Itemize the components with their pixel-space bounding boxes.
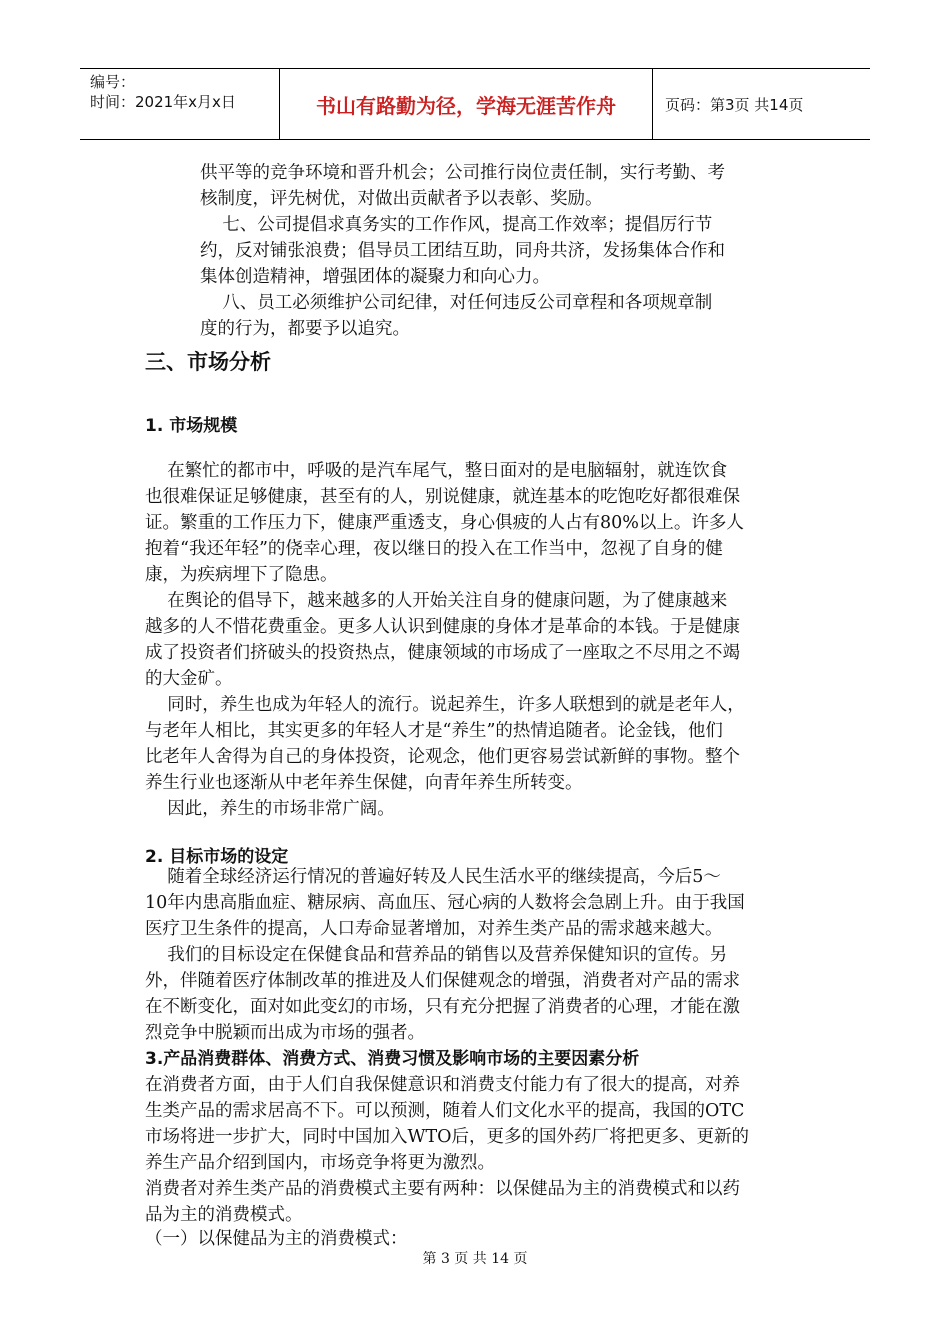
header-motto: 书山有路勤为径，学海无涯苦作舟 — [280, 69, 653, 139]
text-line: 在消费者方面，由于人们自我保健意识和消费支付能力有了很大的提高，对养 — [145, 1075, 740, 1095]
text-line: （一）以保健品为主的消费模式： — [145, 1229, 408, 1249]
text-line: 比老年人舍得为自己的身体投资，论观念，他们更容易尝试新鲜的事物。整个 — [145, 747, 740, 767]
text-line: 证。繁重的工作压力下，健康严重透支，身心俱疲的人占有80%以上。许多人 — [145, 513, 744, 533]
header-meta — [80, 69, 280, 139]
text-line: 随着全球经济运行情况的普遍好转及人民生活水平的继续提高，今后5～ — [145, 867, 721, 887]
date-label: 时间：2021年x月x日 — [90, 93, 236, 111]
text-line: 养生产品介绍到国内，市场竞争将更为激烈。 — [145, 1153, 495, 1173]
subsection-title-2: 2. 目标市场的设定 — [145, 847, 289, 867]
text-line: 约，反对铺张浪费；倡导员工团结互助，同舟共济，发扬集体合作和 — [200, 241, 725, 261]
text-line: 同时，养生也成为年轻人的流行。说起养生，许多人联想到的就是老年人， — [145, 695, 745, 715]
text-line: 七、公司提倡求真务实的工作作风，提高工作效率；提倡厉行节 — [200, 215, 713, 235]
text-line: 与老年人相比，其实更多的年轻人才是“养生”的热情追随者。论金钱，他们 — [145, 721, 723, 741]
text-line: 康，为疾病埋下了隐患。 — [145, 565, 338, 585]
text-line: 越多的人不惜花费重金。更多人认识到健康的身体才是革命的本钱。于是健康 — [145, 617, 740, 637]
text-line: 核制度，评先树优，对做出贡献者予以表彰、奖励。 — [200, 189, 603, 209]
text-line: 在舆论的倡导下，越来越多的人开始关注自身的健康问题，为了健康越来 — [145, 591, 728, 611]
text-line: 也很难保证足够健康，甚至有的人，别说健康，就连基本的吃饱吃好都很难保 — [145, 487, 740, 507]
text-line: 八、员工必须维护公司纪律，对任何违反公司章程和各项规章制 — [200, 293, 713, 313]
text-line: 供平等的竞争环境和晋升机会；公司推行岗位责任制，实行考勤、考 — [200, 163, 725, 183]
text-line: 我们的目标设定在保健食品和营养品的销售以及营养保健知识的宣传。另 — [145, 945, 728, 965]
subsection-title-1: 1. 市场规模 — [145, 416, 238, 436]
text-line: 因此，养生的市场非常广阔。 — [145, 799, 395, 819]
text-line: 外，伴随着医疗体制改革的推进及人们保健观念的增强，消费者对产品的需求 — [145, 971, 740, 991]
text-line: 度的行为，都要予以追究。 — [200, 319, 410, 339]
text-line: 成了投资者们挤破头的投资热点，健康领域的市场成了一座取之不尽用之不竭 — [145, 643, 740, 663]
header-page-label: 页码：第3页 共14页 — [665, 95, 804, 114]
text-line: 在繁忙的都市中，呼吸的是汽车尾气，整日面对的是电脑辐射，就连饮食 — [145, 461, 728, 481]
text-line: 品为主的消费模式。 — [145, 1205, 303, 1225]
text-line: 医疗卫生条件的提高，人口寿命显著增加，对养生类产品的需求越来越大。 — [145, 919, 723, 939]
text-line: 消费者对养生类产品的消费模式主要有两种：以保健品为主的消费模式和以药 — [145, 1179, 740, 1199]
subsection-title-3: 3.产品消费群体、消费方式、消费习惯及影响市场的主要因素分析 — [145, 1049, 640, 1069]
page-header — [80, 68, 870, 140]
text-line: 在不断变化，面对如此变幻的市场，只有充分把握了消费者的心理，才能在激 — [145, 997, 740, 1017]
text-line: 养生行业也逐渐从中老年养生保健，向青年养生所转变。 — [145, 773, 583, 793]
section-title: 三、市场分析 — [145, 350, 271, 374]
text-line: 生类产品的需求居高不下。可以预测，随着人们文化水平的提高，我国的OTC — [145, 1101, 745, 1121]
page-footer: 第 3 页 共 14 页 — [422, 1251, 528, 1267]
text-line: 抱着“我还年轻”的侥幸心理，夜以继日的投入在工作当中，忽视了自身的健 — [145, 539, 723, 559]
text-line: 烈竞争中脱颖而出成为市场的强者。 — [145, 1023, 425, 1043]
text-line: 10年内患高脂血症、糖尿病、高血压、冠心病的人数将会急剧上升。由于我国 — [145, 893, 745, 913]
text-line: 的大金矿。 — [145, 669, 233, 689]
text-line: 集体创造精神，增强团体的凝聚力和向心力。 — [200, 267, 550, 287]
number-label: 编号： — [90, 73, 136, 91]
text-line: 市场将进一步扩大，同时中国加入WTO后，更多的国外药厂将把更多、更新的 — [145, 1127, 750, 1147]
